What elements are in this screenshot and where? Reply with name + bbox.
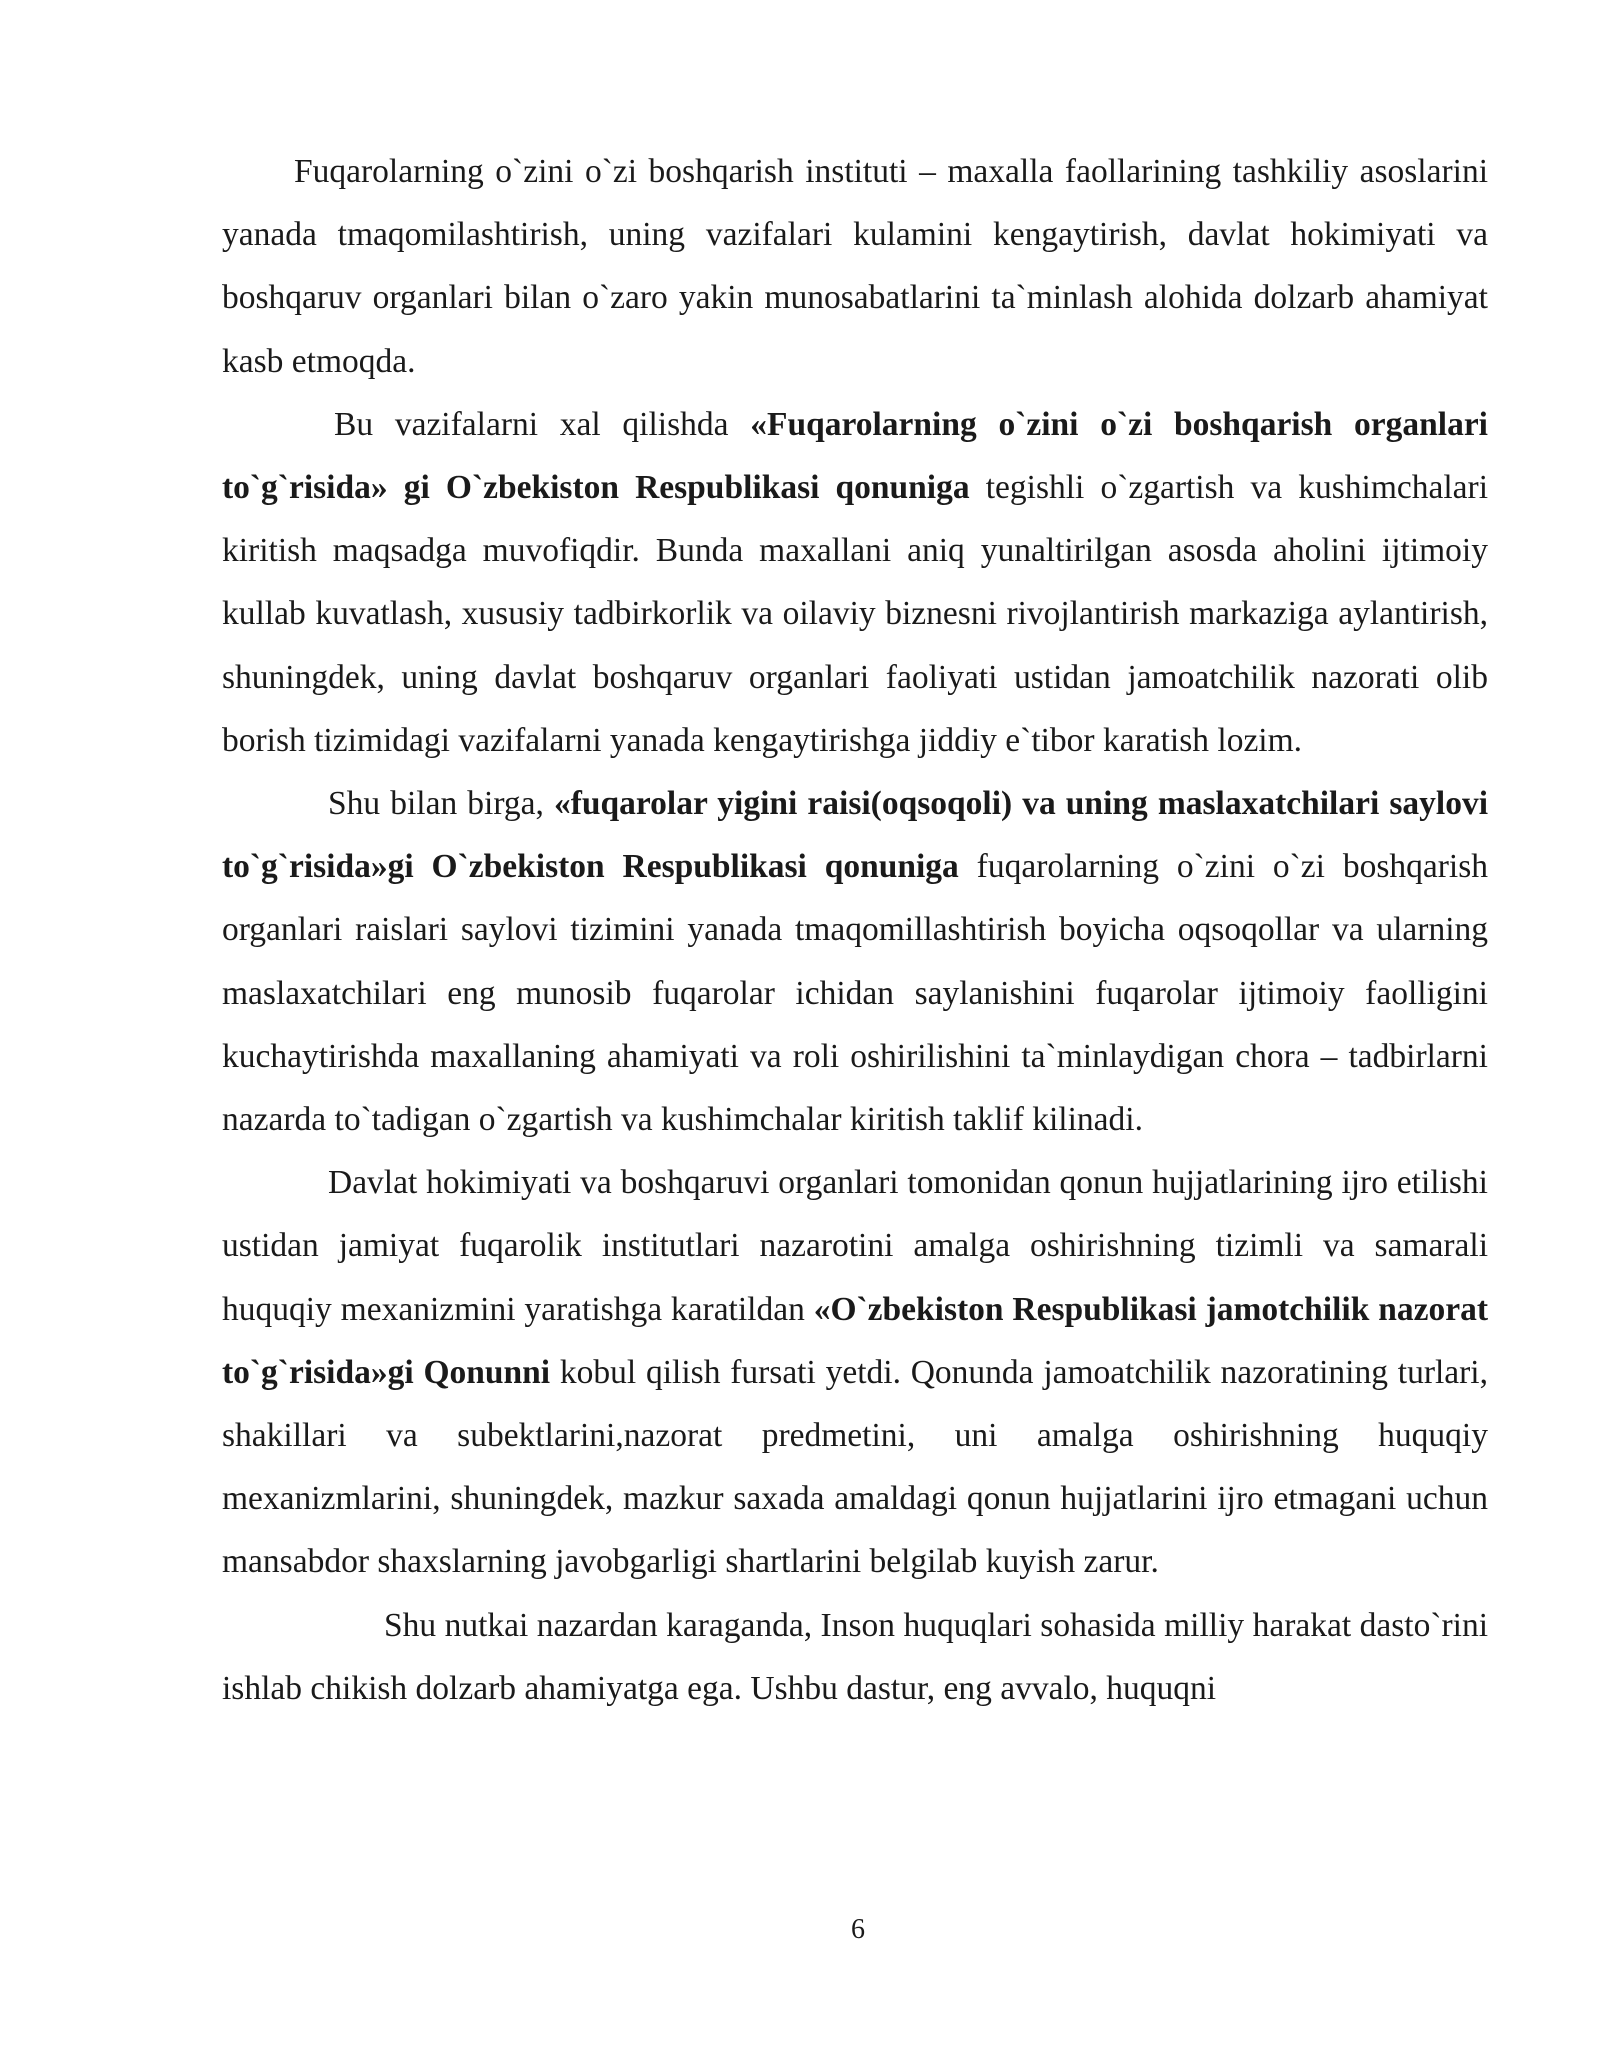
page-number: 6 xyxy=(851,1914,865,1945)
paragraph-2-text-lead: Bu vazifalarni xal qilishda xyxy=(334,405,751,443)
paragraph-1 xyxy=(222,140,1488,393)
paragraph-3-text-rest: fuqarolarning o`zini o`zi boshqarish organlari raislari saylovi tizimini yanada tmaqomillashtirish boyicha oqsoqollar va ularning maslaxatchilari eng munosib fuqarolar ichidan saylanishini fuqarolar ijtimoiy faolligini kuchaytirishda maxallaning ahamiyati va roli oshirilishini ta`minlaydigan chora – tadbirlarni nazarda to`tadigan o`zgartish va kushimchalar kiritish taklif kilinadi. xyxy=(222,848,1489,1139)
paragraph-3-law-title: «fuqarolar yigini raisi(oqsoqoli) va uning maslaxatchilari saylovi to`g`risida»gi O`zbekiston Respublikasi qonuniga xyxy=(222,785,1489,886)
paragraph-5-text: Shu nutkai nazardan karaganda, Inson huquqlari sohasida milliy harakat dasto`rini ishlab chikish dolzarb ahamiyatga ega. Ushbu dastur, eng avvalo, huquqni xyxy=(222,1606,1488,1707)
paragraph-5 xyxy=(222,1594,1488,1720)
body-text xyxy=(222,140,1488,1720)
paragraph-4-law-title: «O`zbekiston Respublikasi jamotchilik nazorat to`g`risida»gi Qonunni xyxy=(222,1290,1488,1391)
paragraph-4 xyxy=(222,1151,1488,1593)
paragraph-3-text-lead: Shu bilan birga, xyxy=(328,785,554,823)
paragraph-2 xyxy=(222,393,1488,772)
paragraph-4-text-lead: Davlat hokimiyati va boshqaruvi organlari tomonidan qonun hujjatlarining ijro etilishi ustidan jamiyat fuqarolik institutlari nazarotini amalga oshirishning tizimli va samarali huquqiy mexanizmini yaratishga karatildan xyxy=(222,1164,1488,1328)
paragraph-2-law-title: «Fuqarolarning o`zini o`zi boshqarish organlari to`g`risida» gi O`zbekiston Respublikasi qonuniga xyxy=(222,405,1488,507)
paragraph-2-text-rest: tegishli o`zgartish va kushimchalari kiritish maqsadga muvofiqdir. Bunda maxallani aniq yunaltirilgan asosda aholini ijtimoiy kullab kuvatlash, xususiy tadbirkorlik va oilaviy biznesni rivojlantirish markaziga aylantirish, shuningdek, uning davlat boshqaruv organlari faoliyati ustidan jamoatchilik nazorati olib borish tizimidagi vazifalarni yanada kengaytirishga jiddiy e`tibor karatish lozim. xyxy=(222,469,1489,759)
paragraph-1-text: Fuqarolarning o`zini o`zi boshqarish instituti – maxalla faollarining tashkiliy asoslarini yanada tmaqomilashtirish, uning vazifalari kulamini kengaytirish, davlat hokimiyati va boshqaruv organlari bilan o`zaro yakin munosabatlarini ta`minlash alohida dolzarb ahamiyat kasb etmoqda. xyxy=(222,153,1488,380)
paragraph-4-text-rest: kobul qilish fursati yetdi. Qonunda jamoatchilik nazoratining turlari, shakillari va subektlarini,nazorat predmetini, uni amalga oshirishning huquqiy mexanizmlarini, shuningdek, mazkur saxada amaldagi qonun hujjatlarini ijro etmagani uchun mansabdor shaxslarning javobgarligi shartlarini belgilab kuyish zarur. xyxy=(222,1353,1488,1581)
paragraph-3 xyxy=(222,772,1488,1151)
